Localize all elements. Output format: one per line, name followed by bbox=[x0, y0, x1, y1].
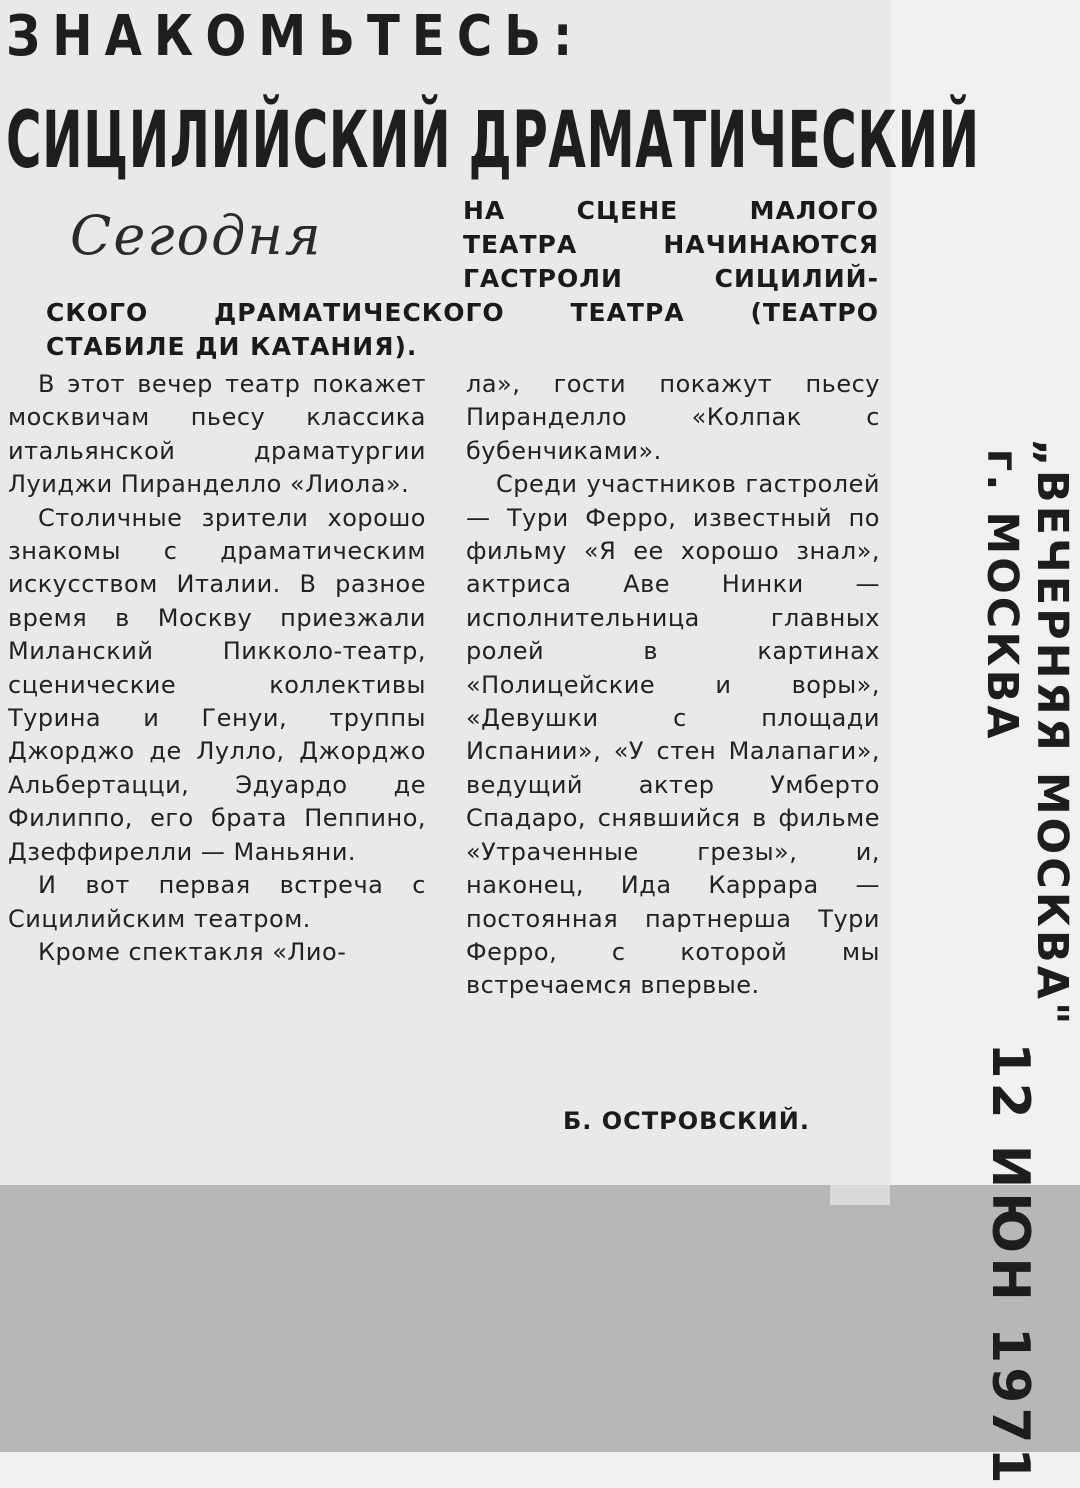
scan-background bbox=[0, 1185, 1080, 1452]
stamp-date: 12 ИЮН 1971 bbox=[980, 1042, 1040, 1488]
paragraph: И вот первая встреча с Сицилийским театром. bbox=[8, 871, 426, 933]
lead-line: СКОГО ДРАМАТИЧЕСКОГО ТЕАТРА (ТЕАТРО bbox=[46, 298, 879, 327]
article-column-2 bbox=[466, 368, 880, 1003]
lead-word: Сегодня bbox=[70, 204, 323, 267]
stamp-newspaper-name: „ВЕЧЕРНЯЯ МОСКВА" bbox=[1027, 438, 1077, 1028]
headline-line-2: СИЦИЛИЙСКИЙ ДРАМАТИЧЕСКИЙ bbox=[6, 96, 980, 186]
paragraph: Среди участников гастролей — Тури Ферро, известный по фильму «Я ее хорошо знал», актриса Аве Нинки — исполнительница главных ролей в картинах «Полицейские и воры», «Девушки с площади Испании», «У стен Малапаги», ведущий актер Умберто Спадаро, снявшийся в фильме «Утраченные грезы», и, наконец, Ида Каррара — постоянная партнерша Тури Ферро, с которой мы встречаемся впервые. bbox=[466, 470, 880, 1000]
newspaper-stamp bbox=[977, 439, 1077, 1028]
paragraph: В этот вечер театр покажет москвичам пьесу классика итальянской драматургии Луиджи Пиранделло «Лиола». bbox=[8, 370, 426, 499]
lead-line: ГАСТРОЛИ СИЦИЛИЙ- bbox=[463, 264, 879, 293]
lead-line: ТЕАТРА НАЧИНАЮТСЯ bbox=[463, 230, 879, 259]
stamp-city: г. МОСКВА bbox=[977, 448, 1027, 742]
lead-line: СТАБИЛЕ ДИ КАТАНИЯ). bbox=[46, 332, 418, 361]
paragraph: Кроме спектакля «Лио- bbox=[38, 937, 347, 966]
paragraph: ла», гости покажут пьесу Пиранделло «Колпак с бубенчиками». bbox=[466, 370, 880, 465]
article-column-1 bbox=[8, 368, 426, 969]
paragraph: Столичные зрители хорошо знакомы с драматическим искусством Италии. В разное время в Москву приезжали Миланский Пикколо-театр, сценические коллективы Турина и Генуи, труппы Джорджо де Лулло, Джорджо Альбертацци, Эдуардо де Филиппо, его брата Пеппино, Дзеффирелли — Маньяни. bbox=[8, 503, 426, 866]
author-signature: Б. ОСТРОВСКИЙ. bbox=[563, 1107, 810, 1135]
scan-background-edge bbox=[830, 1185, 890, 1205]
lead-line: НА СЦЕНЕ МАЛОГО bbox=[463, 196, 879, 225]
headline-line-1: ЗНАКОМЬТЕСЬ: bbox=[6, 4, 585, 69]
